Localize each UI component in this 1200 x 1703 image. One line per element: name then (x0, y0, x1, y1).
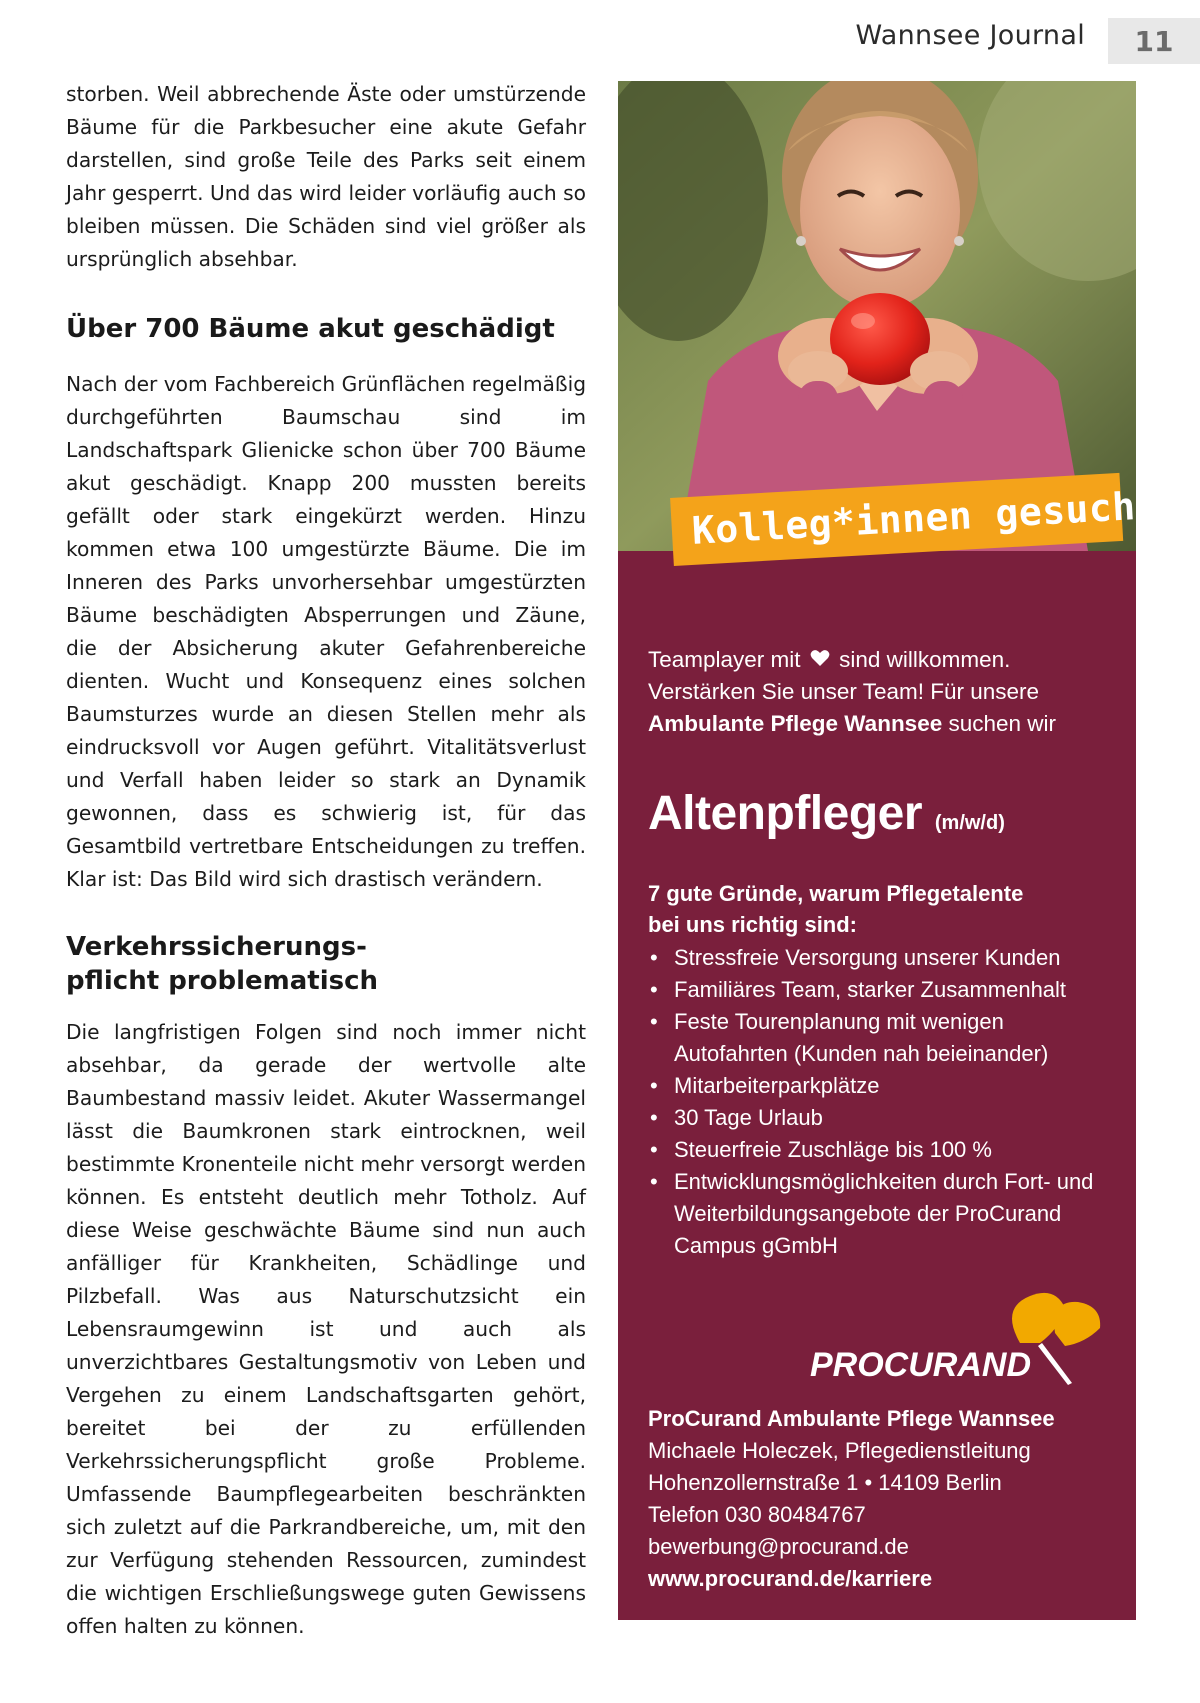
list-item: • Familiäres Team, starker Zusammenhalt (648, 974, 1118, 1006)
page-number (1108, 18, 1200, 64)
heading-line-1: Verkehrssicherungs- (66, 932, 367, 962)
article-paragraph-2: Nach der vom Fachbereich Grünflächen regelmäßig durchgeführten Baumschau sind im Landschaftspark Glienicke schon über 700 Bäume akut geschädigt. Knapp 200 mussten bereits gefällt oder stark eingekürzt werden. Hinzu kommen etwa 100 umgestürzte Bäume. Die im Inneren des Parks unvorhersehbar umgestürzten Bäume beschädigten Absperrungen und Zäune, die der Absicherung akuter Gefahrenbereiche dienten. Wucht und Konsequenz eines solchen Baumsturzes wurde an diesen Stellen mehr als eindrucksvoll vor Augen geführt. Vitalitätsverlust und Verfall haben leider so stark an Dynamik gewonnen, dass es schwierig ist, für das Gesamtbild vertretbare Entscheidungen zu treffen. Klar ist: Das Bild wird sich drastisch verändern. (66, 372, 587, 891)
job-advertisement (618, 81, 1136, 1620)
page-header (0, 18, 1200, 62)
intro-part-c: Verstärken Sie unser Team! Für unsere (648, 679, 1040, 704)
reasons-title (648, 878, 1108, 940)
job-title-text: Altenpfleger (648, 787, 923, 840)
intro-bold: Ambulante Pflege Wannsee (648, 711, 943, 736)
intro-part-d: suchen wir (948, 711, 1057, 736)
reasons-title-line-2: bei uns richtig sind: (648, 912, 858, 937)
contact-person: Michaele Holeczek, Pflegedienstleitung (648, 1438, 1031, 1463)
heading-verkehrssicherungspflicht (66, 930, 586, 998)
job-title (648, 786, 1108, 841)
reasons-title-line-1: 7 gute Gründe, warum Pflegetalente (648, 881, 1024, 906)
article-paragraph-3: Die langfristigen Folgen sind noch immer nicht absehbar, da gerade der wertvolle alte Baumbestand massiv leidet. Akuter Wassermangel lässt die Baumkronen stark eintrocknen, weil bestimmte Kronenteile nicht mehr versorgt werden können. Es entsteht deutlich mehr Totholz. Auf diese Weise geschwächte Bäume sind nun auch anfälliger für Krankheiten, Schädlinge und Pilzbefall. Was aus Naturschutzsicht ein Lebensraumgewinn ist und auch als unverzichtbares Gestaltungsmotiv von Leben und Vergehen zu einem Landschaftsgarten gehört, bereitet bei der zu erfüllenden Verkehrssicherungspflicht große Probleme. Umfassende Baumpflegearbeiten beschränkten sich zuletzt auf die Parkrandbereiche, um, mit den zur Verfügung stehenden Ressourcen, zumindest die wichtigen Erschließungswege guten Gewissens offen halten zu können. (66, 1020, 586, 1638)
procurand-logo (810, 1288, 1110, 1388)
list-item: • Entwicklungsmöglichkeiten durch Fort- und Weiterbildungsangebote der ProCurand Campus gGmbH (648, 1166, 1118, 1262)
article-paragraph-1: storben. Weil abbrechende Äste oder umstürzende Bäume für die Parkbesucher eine akute Gefahr darstellen, sind große Teile des Parks seit einem Jahr gesperrt. Und das wird leider vorläufig auch so bleiben müssen. Die Schäden sind viel größer als ursprünglich absehbar. (66, 82, 586, 271)
contact-email[interactable]: bewerbung@procurand.de (648, 1534, 909, 1559)
heading-line-2: pflicht problematisch (66, 966, 379, 996)
contact-name: ProCurand Ambulante Pflege Wannsee (648, 1406, 1055, 1431)
journal-title: Wannsee Journal (855, 20, 1085, 51)
banner-text: Kolleg*innen gesucht! (690, 481, 1184, 553)
ad-intro (648, 644, 1108, 740)
reasons-list (648, 942, 1118, 1262)
list-item: • 30 Tage Urlaub (648, 1102, 1118, 1134)
contact-phone: Telefon 030 80484767 (648, 1502, 866, 1527)
job-title-suffix: (m/w/d) (934, 812, 1005, 834)
article-column (66, 78, 586, 1643)
contact-address: Hohenzollernstraße 1 • 14109 Berlin (648, 1470, 1002, 1495)
ginkgo-leaf-icon (810, 1288, 1110, 1388)
heart-icon (807, 644, 833, 676)
intro-part-a: Teamplayer mit (648, 647, 801, 672)
intro-part-b: sind willkommen. (839, 647, 1011, 672)
list-item: • Feste Tourenplanung mit wenigen Autofahrten (Kunden nah beieinander) (648, 1006, 1118, 1070)
list-item: • Mitarbeiterparkplätze (648, 1070, 1118, 1102)
logo-text: PROCURAND (810, 1346, 1031, 1384)
contact-website[interactable]: www.procurand.de/karriere (648, 1566, 933, 1591)
heading-baeume-geschaedigt: Über 700 Bäume akut geschädigt (66, 314, 555, 344)
list-item: • Steuerfreie Zuschläge bis 100 % (648, 1134, 1118, 1166)
list-item: • Stressfreie Versorgung unserer Kunden (648, 942, 1118, 974)
contact-block (648, 1403, 1108, 1595)
page-number-label: 11 (1134, 24, 1174, 58)
